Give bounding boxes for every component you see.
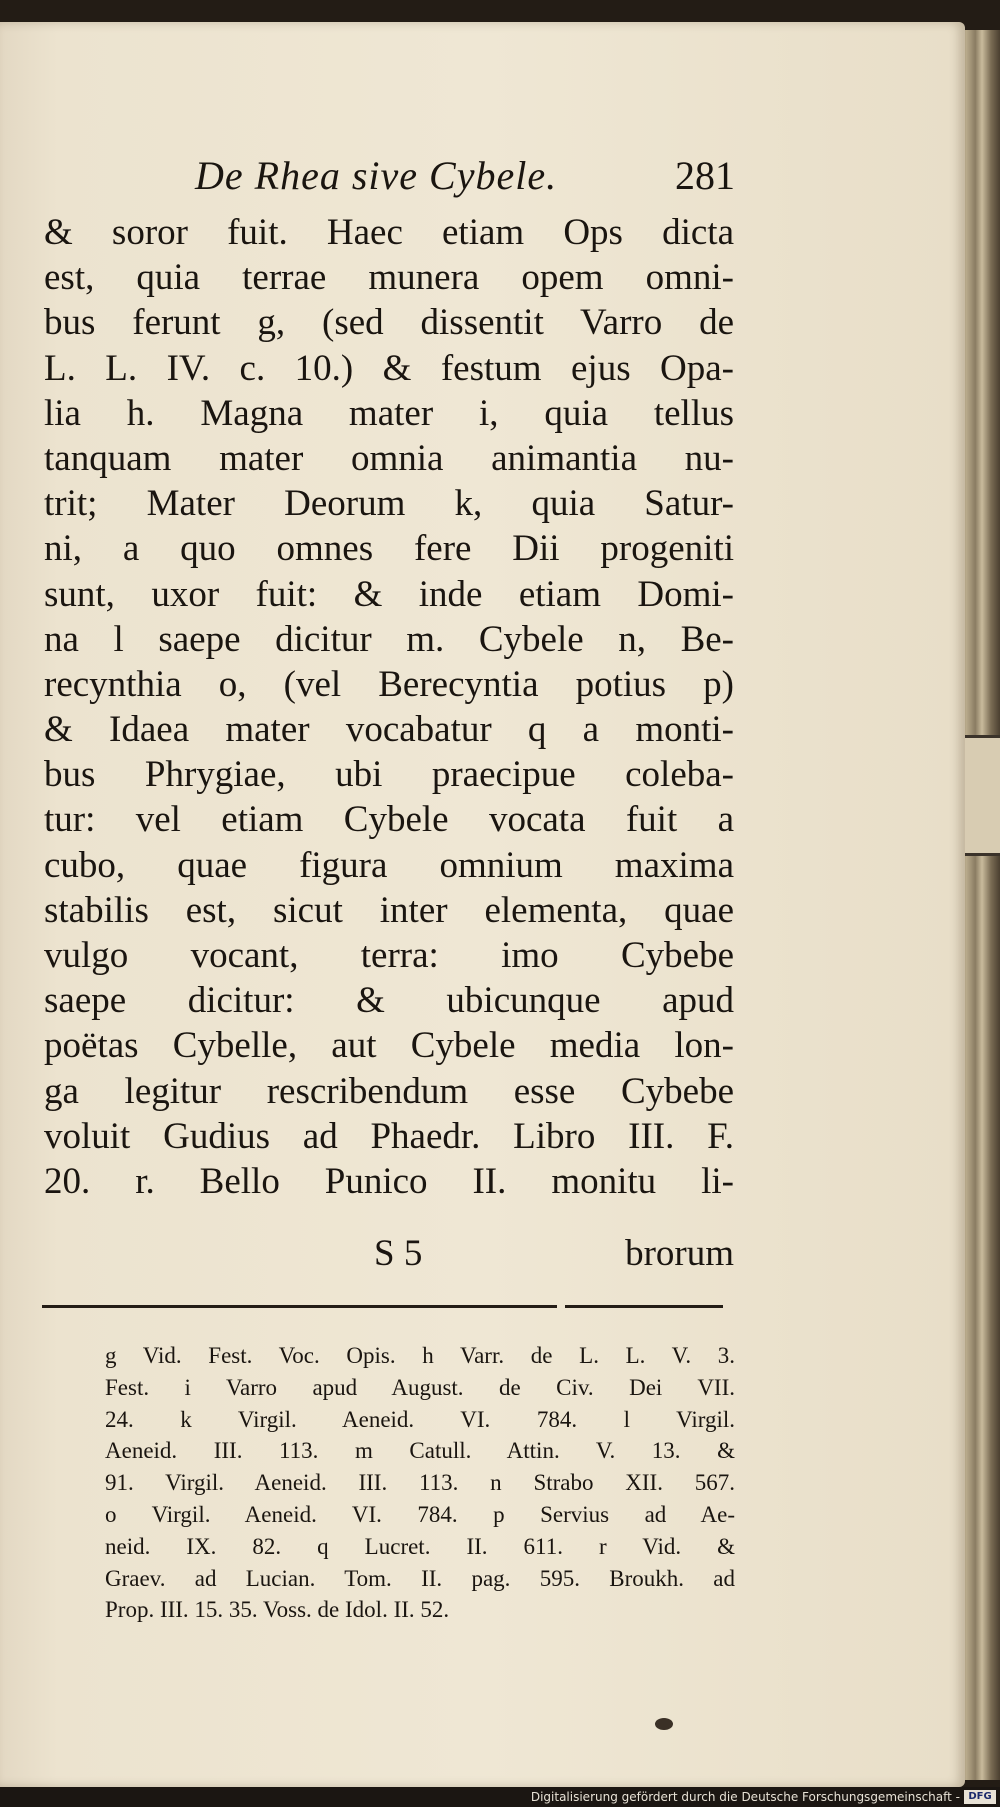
catch-line bbox=[44, 1232, 734, 1277]
credit-bar bbox=[0, 1787, 1000, 1807]
dfg-logo: DFG bbox=[964, 1790, 996, 1804]
text-line: poëtas Cybelle, aut Cybele media lon- bbox=[44, 1025, 734, 1067]
footnotes-block bbox=[105, 1340, 735, 1626]
footnote-line: o Virgil. Aeneid. VI. 784. p Servius ad Ae- bbox=[105, 1501, 735, 1527]
footnote-rule bbox=[42, 1305, 557, 1308]
text-line: sunt, uxor fuit: & inde etiam Domi- bbox=[44, 573, 734, 615]
footnote-line: Prop. III. 15. 35. Voss. de Idol. II. 52. bbox=[105, 1597, 450, 1623]
running-title: De Rhea sive Cybele. bbox=[195, 153, 558, 198]
text-line: saepe dicitur: & ubicunque apud bbox=[44, 980, 734, 1022]
text-line: tur: vel etiam Cybele vocata fuit a bbox=[44, 799, 734, 841]
text-line: L. L. IV. c. 10.) & festum ejus Opa- bbox=[44, 347, 734, 389]
page-number: 281 bbox=[675, 153, 735, 198]
text-line: cubo, quae figura omnium maxima bbox=[44, 844, 734, 886]
text-line: & soror fuit. Haec etiam Ops dicta bbox=[44, 212, 734, 253]
text-line: stabilis est, sicut inter elementa, quae bbox=[44, 889, 734, 931]
text-line: ni, a quo omnes fere Dii progeniti bbox=[44, 528, 734, 570]
main-text-block bbox=[44, 210, 734, 1204]
footnote-rule bbox=[565, 1305, 723, 1308]
digitization-credit: Digitalisierung gefördert durch die Deutsche Forschungsgemeinschaft - bbox=[530, 1790, 960, 1804]
text-line: recynthia o, (vel Berecyntia potius p) bbox=[44, 663, 734, 705]
text-line: est, quia terrae munera opem omni- bbox=[44, 257, 734, 299]
text-line: tanquam mater omnia animantia nu- bbox=[44, 437, 734, 479]
text-line: lia h. Magna mater i, quia tellus bbox=[44, 392, 734, 434]
footnote-line: Graev. ad Lucian. Tom. II. pag. 595. Broukh. ad bbox=[105, 1565, 735, 1591]
text-line: vulgo vocant, terra: imo Cybebe bbox=[44, 935, 734, 976]
text-line: na l saepe dicitur m. Cybele n, Be- bbox=[44, 618, 734, 660]
footnote-line: neid. IX. 82. q Lucret. II. 611. r Vid. & bbox=[105, 1533, 735, 1559]
text-line: 20. r. Bello Punico II. monitu li- bbox=[44, 1160, 734, 1202]
footnote-line: 91. Virgil. Aeneid. III. 113. n Strabo XII. 567. bbox=[105, 1470, 735, 1496]
signature-mark: S 5 bbox=[374, 1233, 423, 1274]
book-page bbox=[0, 22, 965, 1787]
footnote-line: Aeneid. III. 113. m Catull. Attin. V. 13. & bbox=[105, 1438, 735, 1464]
catchword: brorum bbox=[625, 1233, 734, 1274]
text-line: voluit Gudius ad Phaedr. Libro III. F. bbox=[44, 1115, 734, 1157]
text-line: trit; Mater Deorum k, quia Satur- bbox=[44, 483, 734, 525]
footnote-line: g Vid. Fest. Voc. Opis. h Varr. de L. L. V. 3. bbox=[105, 1343, 735, 1368]
text-line: ga legitur rescribendum esse Cybebe bbox=[44, 1070, 734, 1112]
printer-ornament bbox=[655, 1718, 673, 1730]
text-line: & Idaea mater vocabatur q a monti- bbox=[44, 709, 734, 751]
footnote-line: 24. k Virgil. Aeneid. VI. 784. l Virgil. bbox=[105, 1406, 735, 1432]
footnote-line: Fest. i Varro apud August. de Civ. Dei VII. bbox=[105, 1374, 735, 1400]
text-line: bus Phrygiae, ubi praecipue coleba- bbox=[44, 754, 734, 796]
text-line: bus ferunt g, (sed dissentit Varro de bbox=[44, 302, 734, 344]
page-header bbox=[195, 152, 735, 199]
